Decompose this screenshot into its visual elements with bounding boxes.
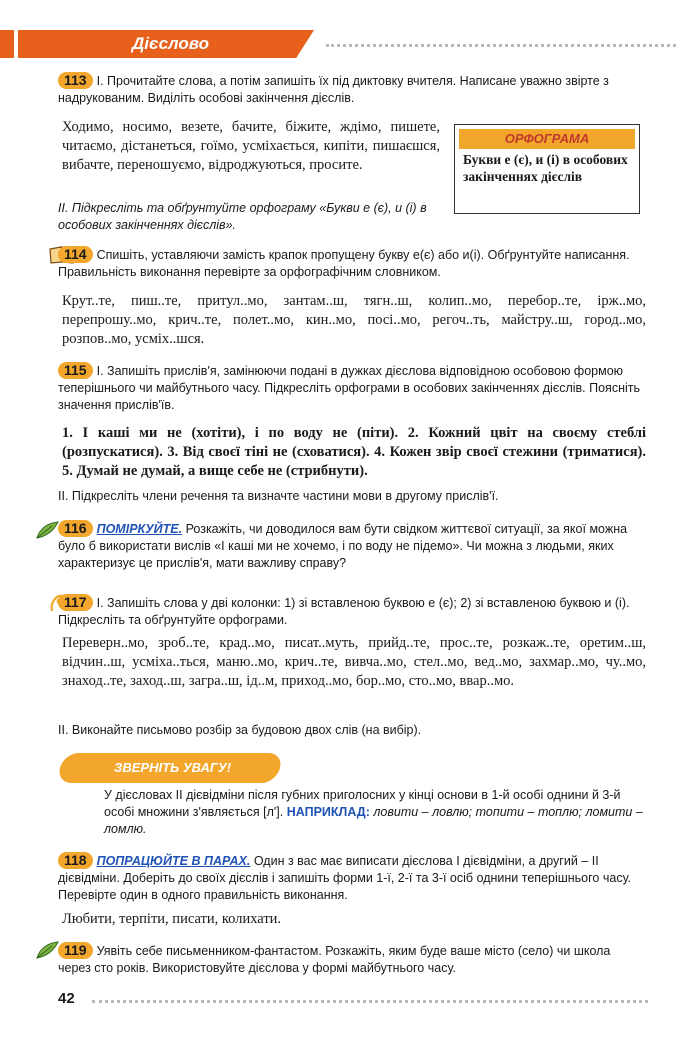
note-example-label: НАПРИКЛАД: (286, 805, 370, 819)
exercise-task: Уявіть себе письменником-фантастом. Розкажіть, яким буде ваше місто (село) чи школа через сто років. Використовуйте дієслова у формі майбутнього часу. (58, 944, 611, 975)
exercise-119 (58, 942, 646, 977)
exercise-number: 117 (58, 594, 93, 611)
chapter-title: Дієслово (132, 34, 209, 53)
exercise-115-task2: ІІ. Підкресліть члени речення та визначте частини мови в другому прислів'ї. (58, 489, 499, 503)
footer-dotted-rule (92, 1000, 648, 1003)
exercise-117-text: Переверн..мо, зроб..те, крад..мо, писат..муть, прийд..те, прос..те, розкаж..те, оретим..ш, відчин..ш, усміха..ться, маню..мо, крич..те, вивча..мо, стел..мо, вед..мо, захмар..мо, чу..мо, знаход..те, заход..ш, загра..ш, ід..м, приход..мо, бор..мо, сто..мо, ввар..мо. (62, 635, 646, 689)
exercise-number: 114 (58, 246, 93, 263)
exercise-118-words: Любити, терпіти, писати, колихати. (62, 911, 282, 927)
page-number: 42 (58, 990, 75, 1007)
exercise-113-words: Ходимо, носимо, везете, бачите, біжите, ждімо, пишете, читаємо, дістанеться, гоїмо, усміхається, кипіти, пишаєшся, вибачте, переношуємо, відроджуються, просите. (62, 119, 440, 173)
exercise-115 (58, 362, 646, 414)
exercise-113 (58, 72, 646, 107)
exercise-task: Спишіть, уставляючи замість крапок пропущену букву е(є) або и(і). Обґрунтуйте написання. Правильність виконання перевірте за орфографічним словником. (58, 248, 630, 279)
note-example-2: топити – топлю; (475, 805, 582, 819)
leaf-icon (34, 940, 60, 960)
header-dotted-rule (326, 44, 676, 47)
note-example-3: ломити – ломлю. (104, 805, 643, 836)
chapter-header (0, 30, 322, 58)
leaf-icon (34, 520, 60, 540)
exercise-113-task2 (58, 200, 446, 234)
exercise-task: І. Запишіть слова у дві колонки: 1) зі вставленою буквою е (є); 2) зі вставленою буквою и (і). Підкресліть та обґрунтуйте орфограми. (58, 596, 630, 627)
exercise-number: 118 (58, 852, 93, 869)
exercise-tag: ПОМІРКУЙТЕ. (96, 522, 183, 536)
exercise-118 (58, 852, 646, 904)
attention-label: ЗВЕРНІТЬ УВАГУ! (114, 760, 232, 775)
exercise-number: 115 (58, 362, 93, 379)
note-example-1: ловити – ловлю; (373, 805, 473, 819)
orthogram-body: Букви е (є), и (і) в особових закінченнях дієслів (463, 152, 628, 184)
exercise-number: 113 (58, 72, 93, 89)
exercise-tag: ПОПРАЦЮЙТЕ В ПАРАХ. (96, 854, 251, 868)
exercise-114 (58, 246, 646, 281)
exercise-task: Розкажіть, чи доводилося вам бути свідком життєвої ситуації, за якої можна було б використати вислів «І каші ми не хочемо, і по воду не підемо». Чи можна з людьми, яких характеризує це прислів'я, мати важливу справу? (58, 522, 628, 570)
exercise-117 (58, 594, 646, 629)
exercise-task-part2: ІІ. Підкресліть та обґрунтуйте орфограму «Букви е (є), и (і) в особових закінченнях дієслів». (58, 201, 427, 232)
exercise-114-text: Крут..те, пиш..те, притул..мо, зантам..ш, тягн..ш, колип..мо, перебор..те, ірж..мо, перепрошу..мо, крич..те, полет..мо, кин..мо, посі..мо, регоч..ть, майстру..ш, город..мо, розпов..мо, усміх..шся. (62, 293, 646, 347)
exercise-task: І. Запишіть прислів'я, замінюючи подані в дужках дієслова відповідною особовою формою теперішнього чи майбутнього часу. Підкресліть орфограми в особових закінченнях дієслів. Поясніть значення прислів'їв. (58, 364, 640, 412)
orthogram-title: ОРФОГРАМА (459, 129, 635, 149)
note-text: У дієсловах ІІ дієвідміни після губних приголосних у кінці основи в 1-й особі однини й 3-й особі множини з'являється [л']. (104, 788, 621, 819)
exercise-115-proverbs: 1. І каші ми не (хотіти), і по воду не (піти). 2. Кожний цвіт на своєму стеблі (розпускатися). 3. Від своєї тіні не (сховатися). 4. Кожен звір своєї стежини (триматися). 5. Думай не думай, а вище себе не (стрибнути). (62, 425, 646, 479)
exercise-116 (58, 520, 646, 572)
header-accent-block (0, 30, 14, 58)
exercise-task: Один з вас має виписати дієслова І дієвідміни, а другий – ІІ дієвідміни. Доберіть до своїх дієслів і запишіть форми 1-ї, 2-ї та 3-ї осіб однини теперішнього часу. Перевірте один в одного правильність виконання. (58, 854, 632, 902)
attention-banner (60, 753, 280, 783)
grammar-note (104, 787, 644, 838)
exercise-number: 116 (58, 520, 93, 537)
orthogram-box (454, 124, 640, 214)
exercise-task: І. Прочитайте слова, а потім запишіть їх під диктовку вчителя. Написане уважно звірте з надрукованим. Виділіть особові закінчення дієслів. (58, 74, 609, 105)
exercise-117-task2: ІІ. Виконайте письмово розбір за будовою двох слів (на вибір). (58, 723, 422, 737)
exercise-number: 119 (58, 942, 93, 959)
